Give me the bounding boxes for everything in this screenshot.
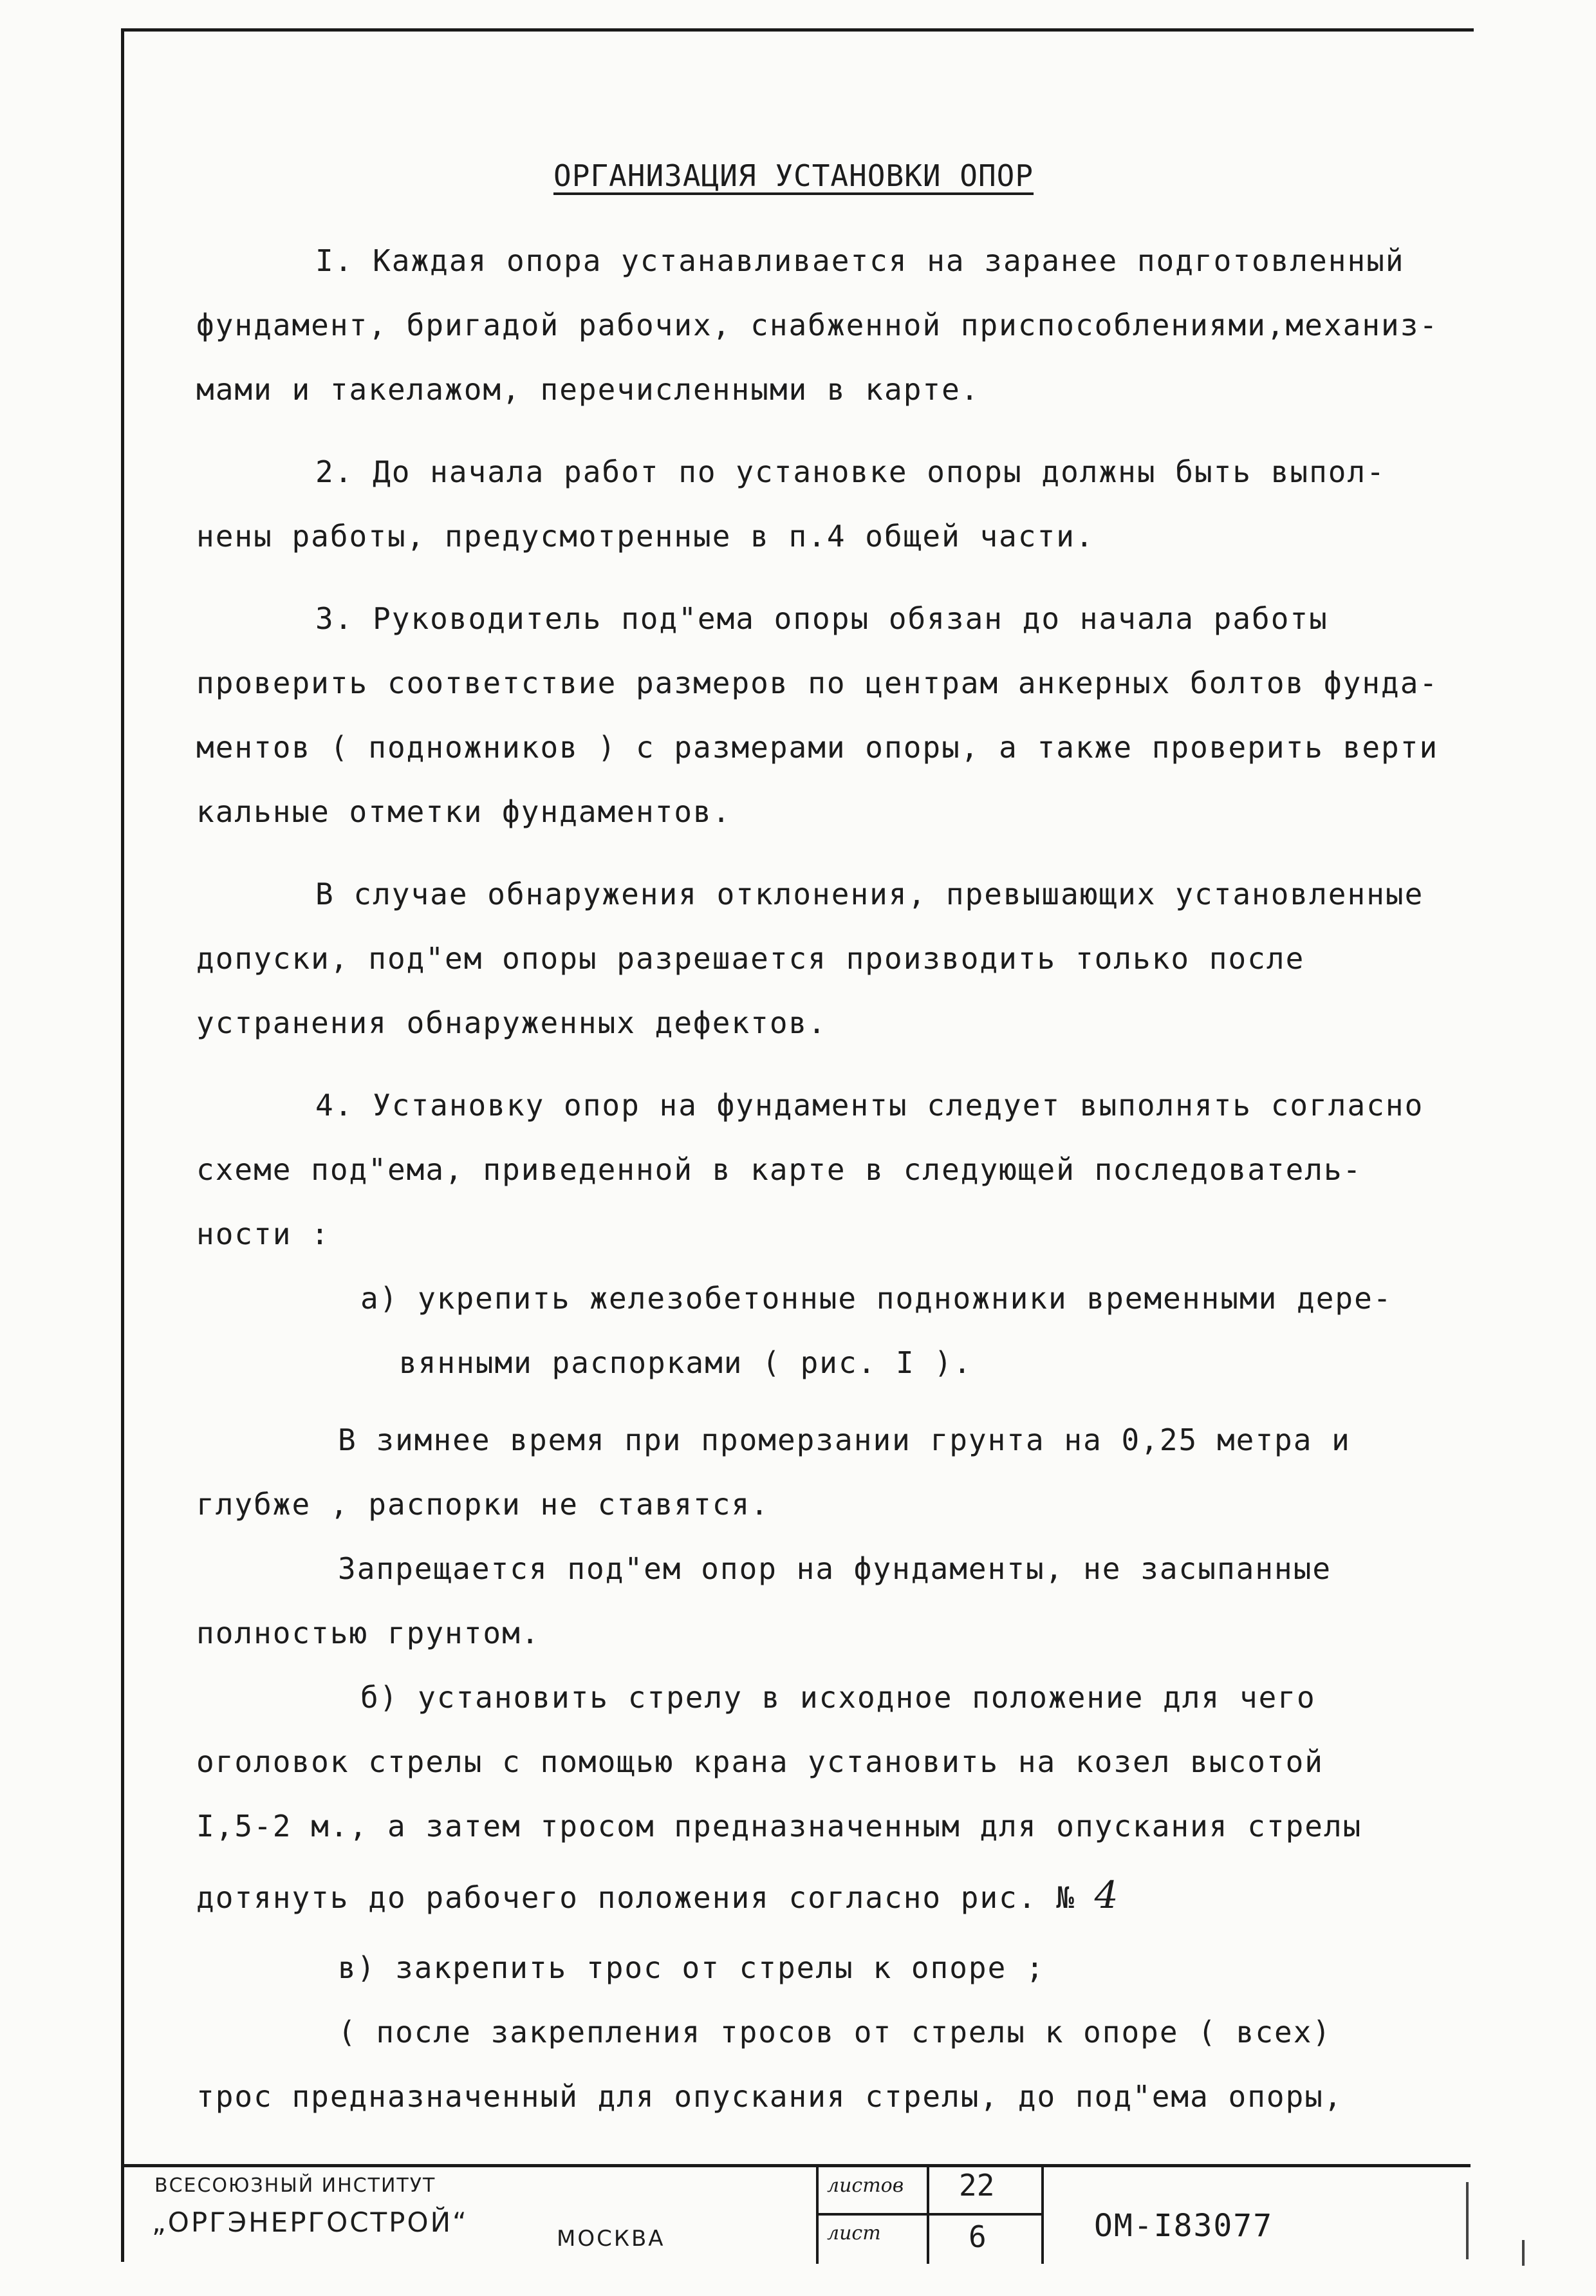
body-line: допуски, под"ем опоры разрешается производить только после [196, 941, 1305, 976]
document-title: ОРГАНИЗАЦИЯ УСТАНОВКИ ОПОР [553, 158, 1034, 193]
body-line: полностью грунтом. [196, 1616, 541, 1650]
body-line: фундамент, бригадой рабочих, снабженной приспособлениями,механиз- [196, 308, 1439, 342]
title-block-divider [816, 2213, 1041, 2216]
body-line: вянными распорками ( рис. I ). [399, 1345, 972, 1380]
body-line: 2. До начала работ по установке опоры должны быть выпол- [315, 454, 1386, 489]
body-line: проверить соответствие размеров по центрам анкерных болтов фунда- [196, 666, 1439, 700]
body-line: трос предназначенный для опускания стрелы, до под"ема опоры, [196, 2079, 1343, 2114]
body-line: ментов ( подножников ) с размерами опоры, а также проверить верти [196, 730, 1439, 765]
body-line: а) укрепить железобетонные подножники временными дере- [360, 1281, 1393, 1316]
document-code: ОМ-I83077 [1094, 2208, 1274, 2244]
title-block-organization-line1: ВСЕСОЮЗНЫЙ ИНСТИТУТ [154, 2174, 436, 2197]
title-block-divider [816, 2167, 819, 2264]
body-line: нены работы, предусмотренные в п.4 общей части. [196, 519, 1095, 554]
body-line: 3. Руководитель под"ема опоры обязан до начала работы [315, 601, 1328, 636]
body-line: В случае обнаружения отклонения, превышающих установленные [315, 877, 1424, 911]
frame-top-border [122, 28, 1474, 32]
body-line: В зимнее время при промерзании грунта на 0,25 метра и [338, 1423, 1351, 1457]
sheet-number-value: 6 [969, 2219, 987, 2254]
body-line: глубже , распорки не ставятся. [196, 1487, 770, 1522]
body-line: I. Каждая опора устанавливается на заранее подготовленный [315, 243, 1405, 278]
body-line: мами и такелажом, перечисленными в карте. [196, 372, 980, 407]
body-line: схеме под"ема, приведенной в карте в следующей последователь- [196, 1152, 1362, 1187]
body-line: ности : [196, 1217, 330, 1251]
title-block-city: МОСКВА [557, 2226, 665, 2252]
body-line-text: дотянуть до рабочего положения согласно рис. № [196, 1880, 1075, 1915]
sheets-total-label: листов [827, 2174, 904, 2197]
body-line: 4. Установку опор на фундаменты следует выполнять согласно [315, 1088, 1424, 1123]
body-line [196, 1873, 1120, 1917]
frame-edge-mark [1522, 2240, 1525, 2266]
body-line: б) установить стрелу в исходное положение для чего [360, 1680, 1316, 1715]
title-block-divider [927, 2167, 929, 2264]
frame-left-border [121, 28, 124, 2262]
body-line: устранения обнаруженных дефектов. [196, 1005, 827, 1040]
body-line: оголовок стрелы с помощью крана установить на козел высотой [196, 1744, 1324, 1779]
body-line: кальные отметки фундаментов. [196, 794, 732, 829]
handwritten-figure-number: 4 [1094, 1873, 1120, 1917]
title-block-organization-name: „ОРГЭНЕРГОСТРОЙ“ [152, 2207, 469, 2238]
sheets-total-value: 22 [959, 2168, 995, 2203]
title-block-divider [1041, 2167, 1044, 2264]
body-line: ( после закрепления тросов от стрелы к опоре ( всех) [338, 2015, 1332, 2049]
body-line: Запрещается под"ем опор на фундаменты, не засыпанные [338, 1551, 1332, 1586]
sheet-number-label: лист [827, 2222, 881, 2245]
body-line: I,5-2 м., а затем тросом предназначенным для опускания стрелы [196, 1809, 1362, 1843]
frame-edge-mark [1466, 2182, 1469, 2259]
body-line: в) закрепить трос от стрелы к опоре ; [338, 1950, 1045, 1985]
